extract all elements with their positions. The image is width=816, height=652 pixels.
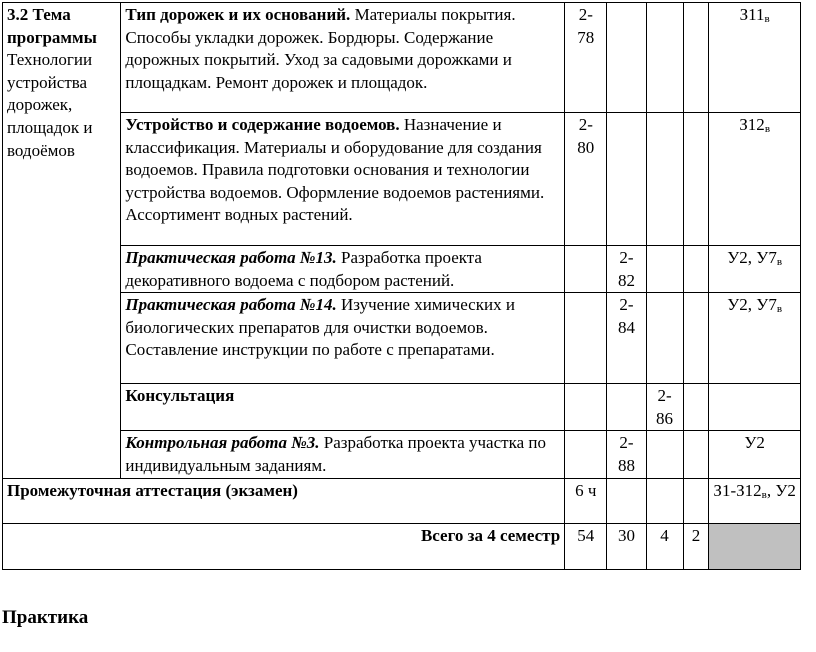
topic-text: Материалы покрытия. Способы укладки дорожек. Бордюры. Содержание дорожных покрытий. Уход за садовыми дорожками и площадкам. Ремонт дорожек и площадок. xyxy=(125,5,516,92)
hours-cell xyxy=(607,3,646,113)
attestation-hours: 6 ч xyxy=(565,478,607,523)
competence-subscript: в xyxy=(764,13,770,25)
topic-lead: Контрольная работа №3. xyxy=(125,433,320,453)
hours-cell xyxy=(607,431,646,478)
topic-text: Разработка проекта участка по индивидуальным заданиям. xyxy=(125,433,546,475)
topic-cell xyxy=(121,113,565,246)
hours-cell xyxy=(683,293,709,384)
section-title: 3.2 Тема программы xyxy=(7,5,97,47)
shaded-cell xyxy=(709,523,801,569)
total-value: 54 xyxy=(565,523,607,569)
table-row xyxy=(3,293,801,384)
hours-cell xyxy=(646,246,683,293)
hours-value: 2- 86 xyxy=(656,386,674,428)
total-value: 2 xyxy=(683,523,709,569)
topic-lead: Устройство и содержание водоемов. xyxy=(125,115,400,134)
competence-code: З1-З12 xyxy=(713,480,762,500)
hours-cell xyxy=(646,293,683,384)
topic-cell xyxy=(121,3,565,113)
table-row xyxy=(3,384,801,431)
hours-cell xyxy=(565,384,607,431)
hours-cell xyxy=(607,293,646,384)
hours-cell xyxy=(683,478,709,523)
total-label: Всего за 4 семестр xyxy=(3,523,565,569)
competence-cell xyxy=(709,113,801,246)
table-row xyxy=(3,3,801,113)
hours-cell xyxy=(683,3,709,113)
total-row xyxy=(3,523,801,569)
competence-subscript: в xyxy=(776,256,783,268)
hours-value: 2- 84 xyxy=(617,295,635,337)
competence-cell xyxy=(709,431,801,478)
curriculum-table xyxy=(2,2,801,570)
hours-value: 2- 78 xyxy=(577,5,595,47)
hours-value: 2- 80 xyxy=(577,115,595,157)
table-row xyxy=(3,246,801,293)
hours-cell xyxy=(646,431,683,478)
competence-cell xyxy=(709,3,801,113)
hours-cell xyxy=(607,246,646,293)
topic-text: Разработка проекта декоративного водоема с подбором растений. xyxy=(125,248,482,290)
practice-heading: Практика xyxy=(2,607,89,628)
hours-cell xyxy=(683,384,709,431)
table-row xyxy=(3,113,801,246)
hours-cell xyxy=(607,384,646,431)
competence-code: У2 xyxy=(744,433,765,453)
table-row xyxy=(3,431,801,478)
topic-cell xyxy=(121,431,565,478)
topic-cell xyxy=(121,293,565,384)
total-value: 4 xyxy=(646,523,683,569)
topic-cell xyxy=(121,246,565,293)
topic-lead: Практическая работа №13. xyxy=(125,248,337,267)
competence-subscript: в xyxy=(776,303,783,316)
topic-text: Назначение и классификация. Материалы и оборудование для создания водоемов. Правила подготовки основания и технологии устройства водоемов. Оформление водоемов растениями. Ассортимент водных растений. xyxy=(125,115,545,225)
section-subtitle: Технологии устройства дорожек, площадок и водоёмов xyxy=(7,50,93,160)
hours-cell xyxy=(646,384,683,431)
competence-code: У2, У7 xyxy=(727,248,777,267)
topic-lead: Практическая работа №14. xyxy=(125,295,337,315)
hours-cell xyxy=(646,478,683,523)
hours-cell xyxy=(646,3,683,113)
competence-code-extra: , У2 xyxy=(766,480,796,500)
hours-cell xyxy=(565,246,607,293)
competence-code: У2, У7 xyxy=(727,295,777,315)
attestation-label: Промежуточная аттестация (экзамен) xyxy=(3,478,565,523)
topic-text: Изучение химических и биологических препаратов для очистки водоемов. Составление инструкции по работе с препаратами. xyxy=(125,295,515,360)
attestation-row xyxy=(3,478,801,523)
competence-cell xyxy=(709,246,801,293)
total-value: 30 xyxy=(607,523,646,569)
hours-cell xyxy=(683,431,709,478)
hours-cell xyxy=(646,113,683,246)
competence-code: З12 xyxy=(739,115,765,134)
hours-cell xyxy=(683,113,709,246)
topic-lead: Консультация xyxy=(125,386,235,406)
hours-value: 2- 82 xyxy=(617,248,635,290)
hours-cell xyxy=(607,478,646,523)
hours-cell xyxy=(565,3,607,113)
hours-cell xyxy=(565,293,607,384)
hours-cell xyxy=(565,113,607,246)
competence-code: З11 xyxy=(739,5,765,24)
topic-cell xyxy=(121,384,565,431)
section-cell xyxy=(3,3,121,479)
hours-value: 2- 88 xyxy=(617,433,635,475)
hours-cell xyxy=(565,431,607,478)
hours-cell xyxy=(607,113,646,246)
competence-cell xyxy=(709,384,801,431)
attestation-competence xyxy=(709,478,801,523)
hours-cell xyxy=(683,246,709,293)
topic-lead: Тип дорожек и их оснований. xyxy=(125,5,351,24)
competence-subscript: в xyxy=(764,123,771,135)
competence-subscript: в xyxy=(761,488,767,501)
competence-cell xyxy=(709,293,801,384)
